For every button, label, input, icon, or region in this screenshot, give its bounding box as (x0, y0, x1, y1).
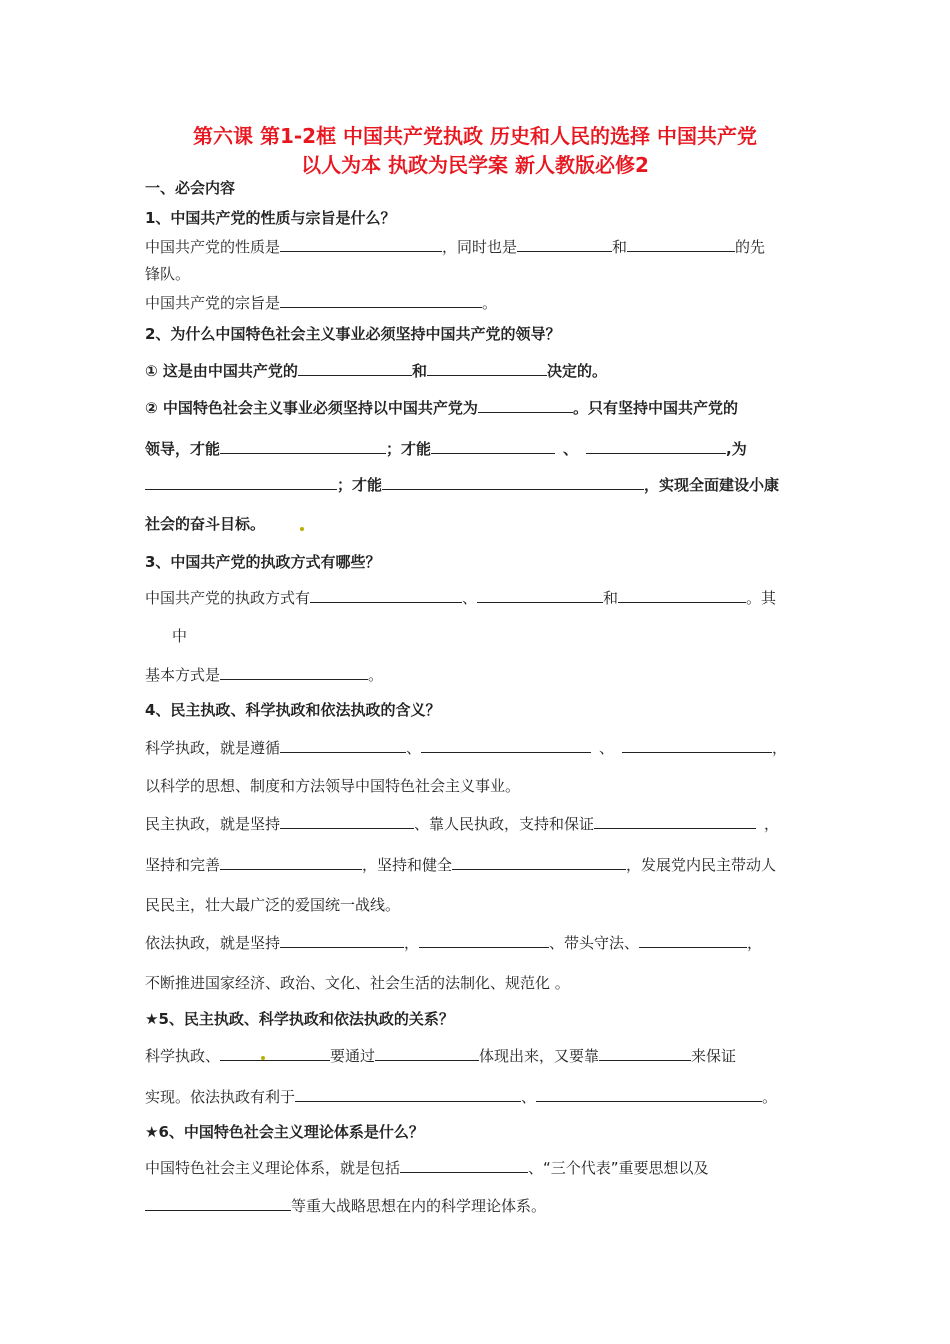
blank[interactable] (280, 932, 404, 948)
blank[interactable] (586, 438, 726, 454)
q6-line-2: 等重大战略思想在内的科学理论体系。 (145, 1195, 546, 1216)
blank[interactable] (220, 664, 368, 680)
blank[interactable] (477, 587, 603, 603)
blank[interactable] (280, 292, 482, 308)
blank[interactable] (431, 438, 555, 454)
blank[interactable] (627, 236, 735, 252)
section-heading: 一、必会内容 (145, 179, 236, 197)
question-6-heading: ★6、中国特色社会主义理论体系是什么？ (145, 1123, 424, 1141)
blank[interactable] (400, 1157, 528, 1173)
blank[interactable] (478, 397, 573, 413)
blank[interactable] (280, 737, 406, 753)
q4-line-3: 民主执政，就是坚持 、靠人民执政，支持和保证 ， (145, 815, 780, 833)
title-line-2: 以人为本 执政为民学案 新人教版必修2 (301, 153, 649, 177)
question-2-heading: 2、为什么中国特色社会主义事业必须坚持中国共产党的领导？ (145, 325, 561, 343)
question-5-heading: ★5、民主执政、科学执政和依法执政的关系？ (145, 1010, 454, 1028)
q4-line-2: 以科学的思想、制度和方法领导中国特色社会主义事业。 (145, 777, 521, 795)
blank[interactable] (220, 1045, 330, 1061)
q3-line-3: 基本方式是 。 (145, 666, 384, 684)
blank[interactable] (452, 854, 626, 870)
q2-line-4: ；才能 ，实现全面建设小康 (145, 474, 779, 495)
blank[interactable] (421, 737, 591, 753)
q4-line-4: 坚持和完善 ，坚持和健全 ，发展党内民主带动人 (145, 856, 777, 874)
blank[interactable] (295, 1086, 521, 1102)
q3-line-2: 中 (172, 627, 188, 645)
q2-line-1: ① 这是由中国共产党的 和 决定的。 (145, 362, 607, 380)
q1-line-3: 中国共产党的宗旨是 。 (145, 294, 498, 312)
q4-line-5: 民民主，壮大最广泛的爱国统一战线。 (145, 896, 401, 914)
question-1-heading: 1、中国共产党的性质与宗旨是什么？ (145, 209, 396, 227)
blank[interactable] (280, 236, 442, 252)
q1-line-1: 中国共产党的性质是 ，同时也是 和 的先 (145, 238, 766, 256)
blank[interactable] (145, 1195, 291, 1211)
q2-line-2: ② 中国特色社会主义事业必须坚持以中国共产党为 。只有坚持中国共产党的 (145, 399, 738, 417)
stray-dot-mark (261, 1056, 265, 1060)
q6-line-1: 中国特色社会主义理论体系，就是包括 、“三个代表”重要思想以及 (145, 1159, 709, 1177)
blank[interactable] (639, 932, 747, 948)
blank[interactable] (310, 587, 462, 603)
q3-line-1: 中国共产党的执政方式有 、 和 。其 (145, 589, 777, 607)
blank[interactable] (382, 474, 644, 490)
blank[interactable] (618, 587, 746, 603)
q2-line-3: 领导，才能 ；才能 、 ,为 (145, 440, 747, 458)
blank[interactable] (280, 813, 414, 829)
q2-line-5: 社会的奋斗目标。 (145, 515, 266, 533)
q5-line-1: 科学执政、 要通过 体现出来，又要靠 来保证 (145, 1047, 737, 1065)
question-4-heading: 4、民主执政、科学执政和依法执政的含义？ (145, 701, 441, 719)
blank[interactable] (599, 1045, 691, 1061)
q4-line-6: 依法执政，就是坚持 ， 、带头守法、 ， (145, 934, 763, 952)
blank[interactable] (594, 813, 756, 829)
blank[interactable] (375, 1045, 479, 1061)
blank[interactable] (419, 932, 549, 948)
q4-line-1: 科学执政，就是遵循 、 、 ， (145, 739, 788, 757)
question-3-heading: 3、中国共产党的执政方式有哪些？ (145, 553, 381, 571)
q5-line-2: 实现。依法执政有利于 、 。 (145, 1088, 778, 1106)
blank[interactable] (517, 236, 612, 252)
title-line-1: 第六课 第1-2框 中国共产党执政 历史和人民的选择 中国共产党 (193, 124, 757, 148)
blank[interactable] (220, 438, 386, 454)
blank[interactable] (298, 360, 412, 376)
blank[interactable] (427, 360, 547, 376)
blank[interactable] (536, 1086, 762, 1102)
blank[interactable] (145, 474, 337, 490)
blank[interactable] (622, 737, 772, 753)
q1-line-2: 锋队。 (145, 265, 191, 283)
stray-dot-mark (300, 527, 304, 531)
blank[interactable] (220, 854, 362, 870)
q4-line-7: 不断推进国家经济、政治、文化、社会生活的法制化、规范化 。 (145, 974, 570, 992)
